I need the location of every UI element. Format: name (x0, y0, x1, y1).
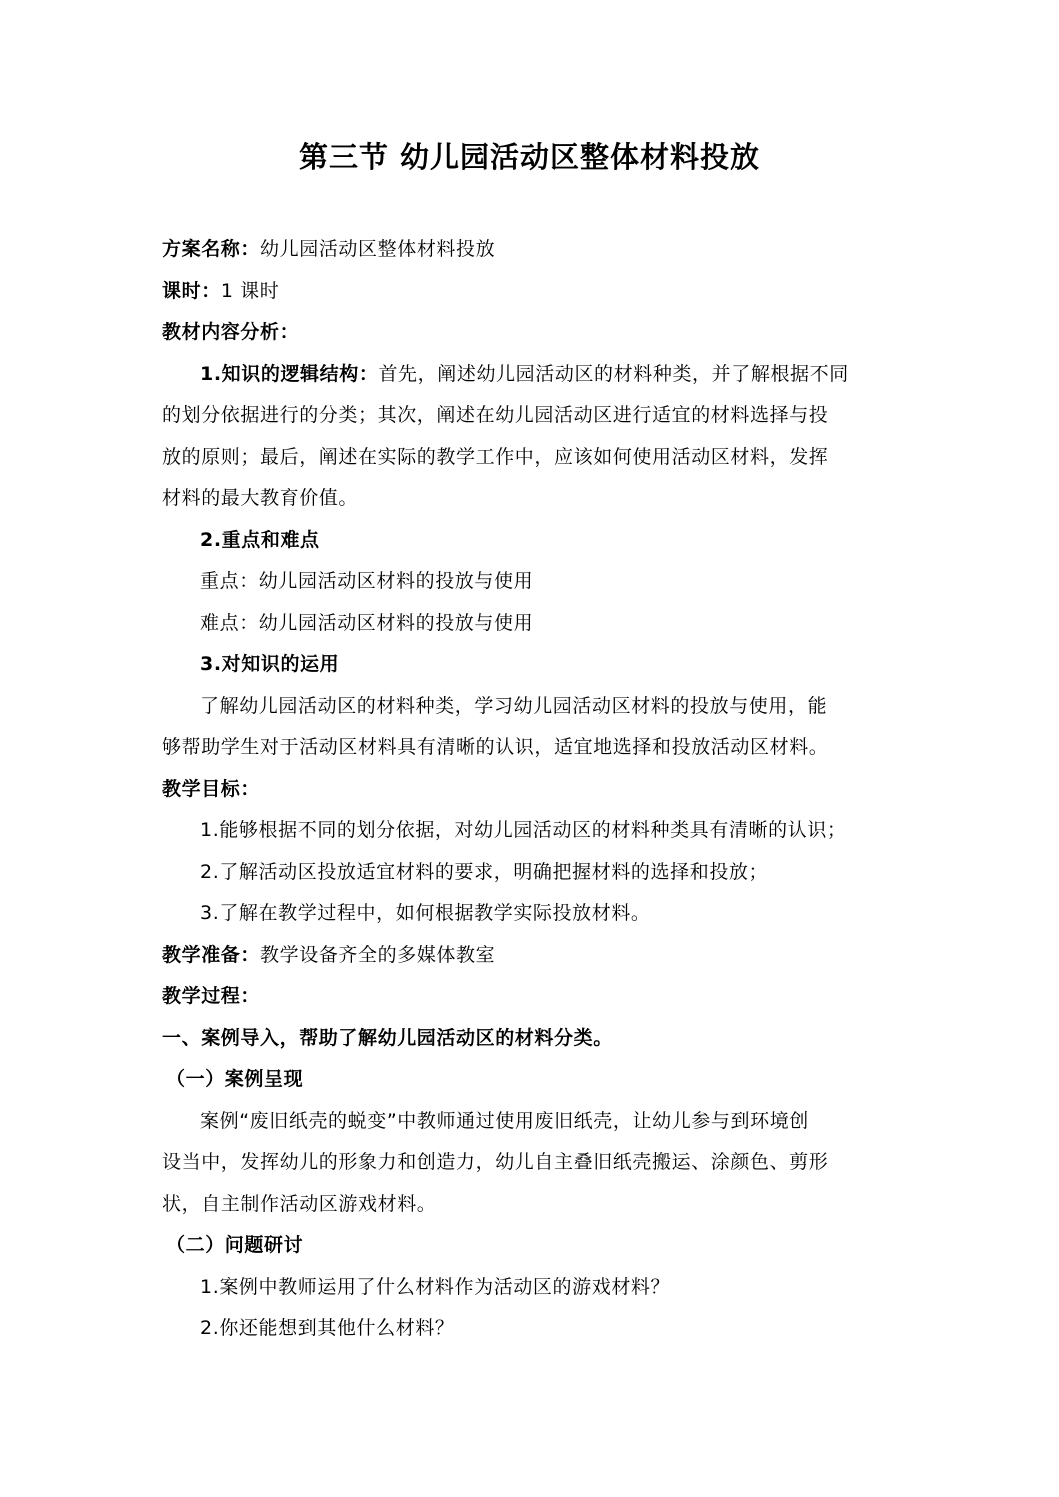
analysis-heading: 教材内容分析： (162, 321, 300, 343)
key-difficult-heading: 2.重点和难点 (200, 528, 320, 551)
hours-label: 课时： (162, 279, 221, 302)
question-2: 2.你还能想到其他什么材料？ (200, 1317, 455, 1339)
apply-line-1: 了解幼儿园活动区的材料种类，学习幼儿园活动区材料的投放与使用，能 (200, 694, 828, 717)
case-line-1: 案例“废旧纸壳的蜕变”中教师通过使用废旧纸壳，让幼儿参与到环境创 (200, 1109, 809, 1132)
apply-line-2: 够帮助学生对于活动区材料具有清晰的认识，适宜地选择和投放活动区材料。 (162, 736, 829, 758)
process-heading: 教学过程： (162, 985, 261, 1007)
logic-text-1: 首先，阐述幼儿园活动区的材料种类，并了解根据不同 (378, 362, 849, 385)
prep-line (162, 935, 897, 977)
goal-item-2: 2.了解活动区投放适宜材料的要求，明确把握材料的选择和投放； (200, 860, 769, 883)
prep-value: 教学设备齐全的多媒体教室 (260, 943, 496, 966)
apply-heading: 3.对知识的运用 (200, 653, 340, 675)
goal-item-3: 3.了解在教学过程中，如何根据教学实际投放材料。 (200, 902, 651, 924)
document-body (162, 229, 897, 1350)
key-point: 重点：幼儿园活动区材料的投放与使用 (200, 570, 534, 592)
plan-name-value: 幼儿园活动区整体材料投放 (260, 238, 496, 260)
plan-name-line (162, 229, 897, 271)
plan-name-label: 方案名称： (162, 238, 261, 260)
section-1-heading: 一、案例导入，帮助了解幼儿园活动区的材料分类。 (162, 1026, 613, 1049)
logic-paragraph-line-4: 材料的最大教育价值。 (162, 487, 359, 509)
case-heading: （一）案例呈现 (166, 1068, 304, 1090)
hours-line (162, 271, 897, 313)
logic-paragraph-line-3: 放的原则；最后，阐述在实际的教学工作中，应该如何使用活动区材料，发挥 (162, 445, 829, 468)
goal-item-1: 1.能够根据不同的划分依据，对幼儿园活动区的材料种类具有清晰的认识； (200, 819, 847, 841)
logic-paragraph-line-1 (162, 354, 897, 396)
difficult-point: 难点：幼儿园活动区材料的投放与使用 (200, 611, 534, 634)
discuss-heading: （二）问题研讨 (166, 1234, 304, 1256)
question-1: 1.案例中教师运用了什么材料作为活动区的游戏材料？ (200, 1275, 671, 1298)
prep-label: 教学准备： (162, 943, 261, 966)
logic-label: 1.知识的逻辑结构： (200, 362, 379, 385)
logic-paragraph-line-2: 的划分依据进行的分类；其次，阐述在幼儿园活动区进行适宜的材料选择与投 (162, 404, 829, 426)
case-line-3: 状，自主制作活动区游戏材料。 (162, 1192, 437, 1215)
goals-heading: 教学目标： (162, 777, 261, 800)
case-line-2: 设当中，发挥幼儿的形象力和创造力，幼儿自主叠旧纸壳搬运、涂颜色、剪形 (162, 1151, 829, 1173)
page-title: 第三节 幼儿园活动区整体材料投放 (298, 140, 761, 174)
hours-value: 1 课时 (220, 279, 280, 302)
